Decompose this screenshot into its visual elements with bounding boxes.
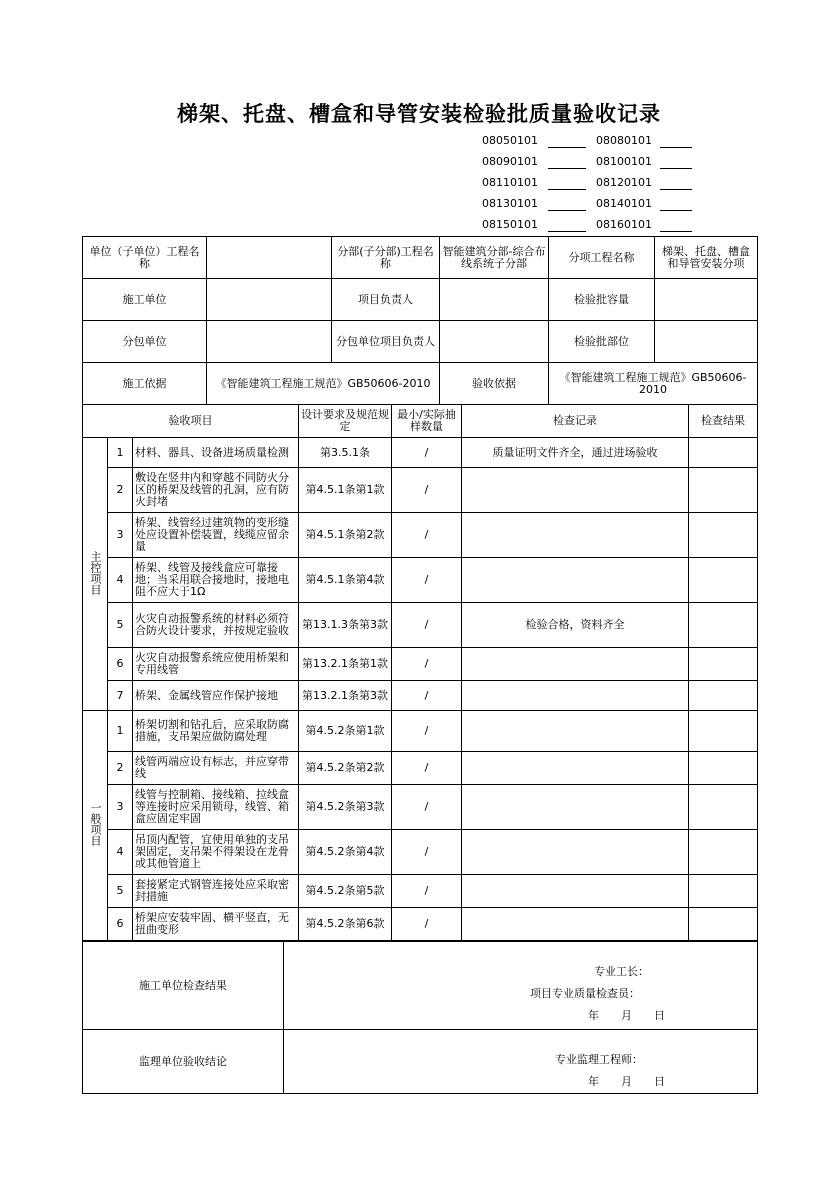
col-sample-header: 最小/实际抽样数量 xyxy=(392,405,462,438)
code-row xyxy=(482,134,692,155)
code-list xyxy=(482,134,692,239)
subitem-label: 分项工程名称 xyxy=(549,237,655,279)
item-sample[interactable]: / xyxy=(392,830,462,875)
table-row xyxy=(83,648,758,681)
item-result[interactable] xyxy=(689,438,758,468)
code-checkbox-blank[interactable] xyxy=(660,177,692,190)
item-record[interactable] xyxy=(462,558,689,603)
item-record[interactable] xyxy=(462,468,689,513)
item-sample[interactable]: / xyxy=(392,908,462,941)
constructor-value[interactable] xyxy=(207,279,332,321)
pm-label: 项目负责人 xyxy=(332,279,440,321)
table-row xyxy=(83,468,758,513)
item-record[interactable] xyxy=(462,752,689,785)
engineer-label: 专业监理工程师： xyxy=(555,1053,643,1066)
table-row xyxy=(83,785,758,830)
code: 08080101 xyxy=(596,134,652,147)
item-rule: 第4.5.2条第6款 xyxy=(299,908,392,941)
item-result[interactable] xyxy=(689,875,758,908)
item-rule: 第3.5.1条 xyxy=(299,438,392,468)
item-record[interactable]: 质量证明文件齐全，通过进场验收 xyxy=(462,438,689,468)
code: 08130101 xyxy=(482,197,538,210)
code-checkbox-blank[interactable] xyxy=(660,219,692,232)
col-design-header: 设计要求及规范规定 xyxy=(299,405,392,438)
code-checkbox-blank[interactable] xyxy=(660,198,692,211)
supervisor-area[interactable] xyxy=(284,1030,758,1094)
item-sample[interactable]: / xyxy=(392,681,462,711)
item-rule: 第13.2.1条第3款 xyxy=(299,681,392,711)
item-result[interactable] xyxy=(689,648,758,681)
item-record[interactable] xyxy=(462,785,689,830)
item-no: 2 xyxy=(108,752,133,785)
item-no: 4 xyxy=(108,830,133,875)
constructor-check-label: 施工单位检查结果 xyxy=(83,942,284,1030)
item-record[interactable] xyxy=(462,875,689,908)
item-text: 敷设在竖井内和穿越不同防火分区的桥架及线管的孔洞，应有防火封堵 xyxy=(133,468,299,513)
acceptance-basis-value[interactable]: 《智能建筑工程施工规范》GB50606-2010 xyxy=(549,363,758,405)
col-result-header: 检查结果 xyxy=(689,405,758,438)
item-result[interactable] xyxy=(689,785,758,830)
code-checkbox-blank[interactable] xyxy=(548,219,586,232)
item-sample[interactable]: / xyxy=(392,438,462,468)
item-result[interactable] xyxy=(689,711,758,752)
item-rule: 第4.5.2条第3款 xyxy=(299,785,392,830)
item-no: 3 xyxy=(108,513,133,558)
item-rule: 第4.5.1条第2款 xyxy=(299,513,392,558)
item-rule: 第4.5.2条第4款 xyxy=(299,830,392,875)
date-label-2: 年 月 日 xyxy=(588,1075,665,1088)
item-no: 3 xyxy=(108,785,133,830)
item-record[interactable] xyxy=(462,711,689,752)
item-text: 桥架应安装牢固、横平竖直，无扭曲变形 xyxy=(133,908,299,941)
constructor-label: 施工单位 xyxy=(83,279,207,321)
item-no: 2 xyxy=(108,468,133,513)
item-rule: 第13.2.1条第1款 xyxy=(299,648,392,681)
constructor-check-area[interactable] xyxy=(284,942,758,1030)
items-table xyxy=(82,404,758,941)
item-no: 5 xyxy=(108,603,133,648)
code-checkbox-blank[interactable] xyxy=(660,135,692,148)
item-text: 桥架切割和钻孔后，应采取防腐措施，支吊架应做防腐处理 xyxy=(133,711,299,752)
general-group-label: 一般项目 xyxy=(83,711,108,941)
acceptance-basis-label: 验收依据 xyxy=(440,363,549,405)
table-row xyxy=(83,752,758,785)
inspector-label: 项目专业质量检查员： xyxy=(530,987,640,1000)
batch-capacity-value[interactable] xyxy=(655,279,758,321)
batch-location-label: 检验批部位 xyxy=(549,321,655,363)
sub-pm-label: 分包单位项目负责人 xyxy=(332,321,440,363)
item-result[interactable] xyxy=(689,513,758,558)
item-text: 桥架、线管及接线盒应可靠接地；当采用联合接地时，接地电阻不应大于1Ω xyxy=(133,558,299,603)
batch-location-value[interactable] xyxy=(655,321,758,363)
document-title: 梯架、托盘、槽盒和导管安装检验批质量验收记录 xyxy=(177,101,661,126)
item-no: 4 xyxy=(108,558,133,603)
code: 08140101 xyxy=(596,197,652,210)
unit-name-value[interactable] xyxy=(207,237,332,279)
item-rule: 第4.5.1条第1款 xyxy=(299,468,392,513)
item-record[interactable] xyxy=(462,830,689,875)
basis-label: 施工依据 xyxy=(83,363,207,405)
item-rule: 第13.1.3条第3款 xyxy=(299,603,392,648)
item-no: 6 xyxy=(108,908,133,941)
item-text: 套接紧定式钢管连接处应采取密封措施 xyxy=(133,875,299,908)
table-row xyxy=(83,908,758,941)
code: 08090101 xyxy=(482,155,538,168)
table-row xyxy=(83,681,758,711)
supervisor-label: 监理单位验收结论 xyxy=(83,1030,284,1094)
item-record[interactable] xyxy=(462,681,689,711)
main-group-label: 主控项目 xyxy=(83,438,108,711)
sub-pm-value[interactable] xyxy=(440,321,549,363)
subitem-value[interactable]: 梯架、托盘、槽盒和导管安装分项 xyxy=(655,237,758,279)
item-sample[interactable]: / xyxy=(392,558,462,603)
code: 08160101 xyxy=(596,218,652,231)
item-rule: 第4.5.2条第1款 xyxy=(299,711,392,752)
item-no: 6 xyxy=(108,648,133,681)
item-result[interactable] xyxy=(689,681,758,711)
item-result[interactable] xyxy=(689,830,758,875)
table-row xyxy=(83,513,758,558)
pm-value[interactable] xyxy=(440,279,549,321)
division-value[interactable]: 智能建筑分部-综合布线系统子分部 xyxy=(440,237,549,279)
item-rule: 第4.5.1条第4款 xyxy=(299,558,392,603)
code-checkbox-blank[interactable] xyxy=(548,156,586,169)
item-no: 1 xyxy=(108,438,133,468)
item-no: 7 xyxy=(108,681,133,711)
code-checkbox-blank[interactable] xyxy=(660,156,692,169)
item-result[interactable] xyxy=(689,468,758,513)
unit-name-label: 单位（子单位）工程名称 xyxy=(83,237,207,279)
col-record-header: 检查记录 xyxy=(462,405,689,438)
subcontractor-label: 分包单位 xyxy=(83,321,207,363)
item-sample[interactable]: / xyxy=(392,785,462,830)
item-result[interactable] xyxy=(689,908,758,941)
item-text: 桥架、线管经过建筑物的变形缝处应设置补偿装置，线缆应留余量 xyxy=(133,513,299,558)
table-row xyxy=(83,603,758,648)
table-row xyxy=(83,875,758,908)
item-record[interactable] xyxy=(462,648,689,681)
item-text: 线管与控制箱、接线箱、拉线盒等连接时应采用锁母，线管、箱盒应固定牢固 xyxy=(133,785,299,830)
item-record[interactable] xyxy=(462,513,689,558)
code-row xyxy=(482,155,692,176)
item-text: 吊顶内配管，宜使用单独的支吊架固定，支吊架不得架设在龙骨或其他管道上 xyxy=(133,830,299,875)
item-text: 火灾自动报警系统应使用桥架和专用线管 xyxy=(133,648,299,681)
item-record[interactable] xyxy=(462,908,689,941)
header-table xyxy=(82,236,758,405)
subcontractor-value[interactable] xyxy=(207,321,332,363)
code: 08100101 xyxy=(596,155,652,168)
code-checkbox-blank[interactable] xyxy=(548,198,586,211)
item-text: 线管两端应设有标志，并应穿带线 xyxy=(133,752,299,785)
item-sample[interactable]: / xyxy=(392,513,462,558)
code-checkbox-blank[interactable] xyxy=(548,177,586,190)
code-row xyxy=(482,197,692,218)
item-text: 桥架、金属线管应作保护接地 xyxy=(133,681,299,711)
table-row xyxy=(83,558,758,603)
item-result[interactable] xyxy=(689,603,758,648)
date-label: 年 月 日 xyxy=(588,1009,665,1022)
item-result[interactable] xyxy=(689,558,758,603)
signature-table xyxy=(82,941,758,1094)
item-no: 5 xyxy=(108,875,133,908)
code-checkbox-blank[interactable] xyxy=(548,135,586,148)
item-sample[interactable]: / xyxy=(392,752,462,785)
item-sample[interactable]: / xyxy=(392,711,462,752)
item-rule: 第4.5.2条第5款 xyxy=(299,875,392,908)
col-item-header: 验收项目 xyxy=(83,405,299,438)
code: 08110101 xyxy=(482,176,538,189)
code: 08120101 xyxy=(596,176,652,189)
basis-value[interactable]: 《智能建筑工程施工规范》GB50606-2010 xyxy=(207,363,440,405)
item-text: 火灾自动报警系统的材料必须符合防火设计要求，并按规定验收 xyxy=(133,603,299,648)
table-row xyxy=(83,438,758,468)
item-record[interactable]: 检验合格，资料齐全 xyxy=(462,603,689,648)
item-sample[interactable]: / xyxy=(392,648,462,681)
item-text: 材料、器具、设备进场质量检测 xyxy=(133,438,299,468)
item-no: 1 xyxy=(108,711,133,752)
batch-capacity-label: 检验批容量 xyxy=(549,279,655,321)
table-row xyxy=(83,711,758,752)
code-row xyxy=(482,176,692,197)
item-sample[interactable]: / xyxy=(392,875,462,908)
item-rule: 第4.5.2条第2款 xyxy=(299,752,392,785)
code: 08150101 xyxy=(482,218,538,231)
code: 08050101 xyxy=(482,134,538,147)
foreman-label: 专业工长： xyxy=(594,965,649,978)
item-sample[interactable]: / xyxy=(392,468,462,513)
item-result[interactable] xyxy=(689,752,758,785)
item-sample[interactable]: / xyxy=(392,603,462,648)
table-row xyxy=(83,830,758,875)
division-label: 分部(子分部)工程名称 xyxy=(332,237,440,279)
